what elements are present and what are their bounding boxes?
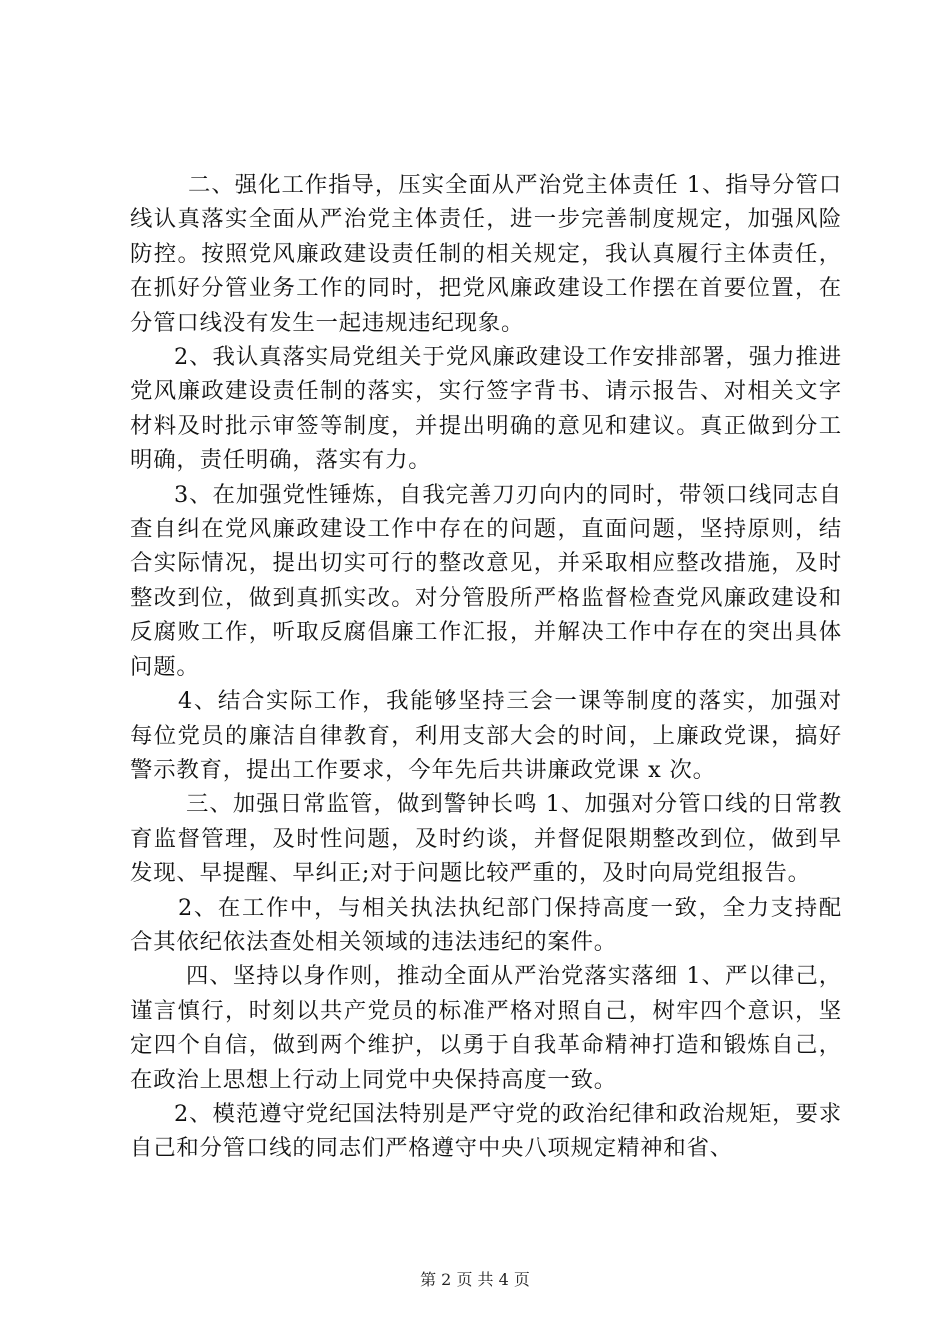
- page-number-footer: 第 2 页 共 4 页: [420, 1270, 530, 1289]
- paragraph-section-four: 四、坚持以身作则，推动全面从严治党落实落细 1、严以律己，谨言慎行，时刻以共产党员的标准严格对照自己，树牢四个意识，坚定四个自信，做到两个维护，以勇于自我革命精神打造和锻炼自己，在政治上思想上行动上同党中央保持高度一致。: [130, 963, 842, 1093]
- paragraph-section-four-item-2: 2、模范遵守党纪国法特别是严守党的政治纪律和政治规矩，要求自己和分管口线的同志们严格遵守中央八项规定精神和省、: [130, 1100, 842, 1162]
- paragraph-item-3: 3、在加强党性锤炼，自我完善刀刃向内的同时，带领口线同志自查自纠在党风廉政建设工作中存在的问题，直面问题，坚持原则，结合实际情况，提出切实可行的整改意见，并采取相应整改措施，及时整改到位，做到真抓实改。对分管股所严格监督检查党风廉政建设和反腐败工作，听取反腐倡廉工作汇报，并解决工作中存在的突出具体问题。: [130, 481, 842, 680]
- paragraph-section-two: 二、强化工作指导，压实全面从严治党主体责任 1、指导分管口线认真落实全面从严治党主体责任，进一步完善制度规定，加强风险防控。按照党风廉政建设责任制的相关规定，我认真履行主体责任，在抓好分管业务工作的同时，把党风廉政建设工作摆在首要位置，在分管口线没有发生一起违规违纪现象。: [130, 172, 842, 336]
- paragraph-section-three: 三、加强日常监管，做到警钟长鸣 1、加强对分管口线的日常教育监督管理，及时性问题，及时约谈，并督促限期整改到位，做到早发现、早提醒、早纠正;对于问题比较严重的，及时向局党组报告。: [130, 791, 842, 887]
- paragraph-item-2: 2、我认真落实局党组关于党风廉政建设工作安排部署，强力推进党风廉政建设责任制的落实，实行签字背书、请示报告、对相关文字材料及时批示审签等制度，并提出明确的意见和建议。真正做到分工明确，责任明确，落实有力。: [130, 344, 842, 474]
- paragraph-item-4: 4、结合实际工作，我能够坚持三会一课等制度的落实，加强对每位党员的廉洁自律教育，利用支部大会的时间，上廉政党课，搞好警示教育，提出工作要求，今年先后共讲廉政党课 x 次。: [130, 688, 842, 783]
- document-body: [130, 168, 842, 1166]
- paragraph-section-three-item-2: 2、在工作中，与相关执法执纪部门保持高度一致，全力支持配合其依纪依法查处相关领域的违法违纪的案件。: [130, 894, 842, 955]
